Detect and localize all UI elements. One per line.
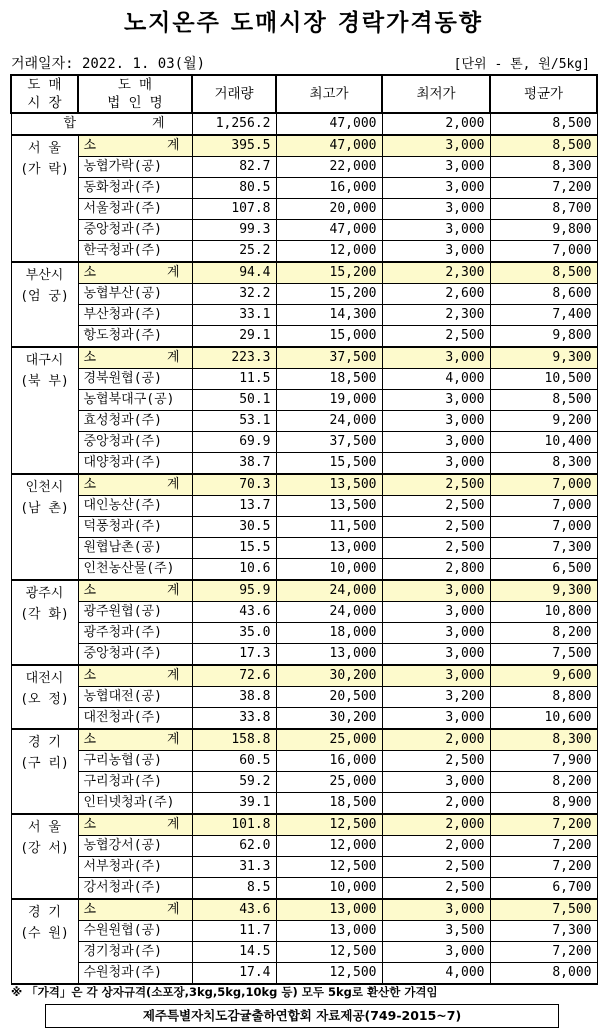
cell-volume: 101.8 (192, 814, 276, 836)
corp-name: 한국청과(주) (78, 241, 192, 263)
total-min: 2,000 (382, 113, 490, 135)
market-name-line: (강 서) (20, 841, 69, 856)
cell-avg: 9,600 (490, 665, 597, 687)
cell-volume: 82.7 (192, 157, 276, 178)
cell-avg: 10,600 (490, 708, 597, 730)
cell-min: 2,000 (382, 793, 490, 815)
table-row (11, 284, 597, 305)
cell-min: 3,000 (382, 411, 490, 432)
cell-avg: 7,300 (490, 921, 597, 942)
cell-max: 15,000 (276, 326, 382, 348)
cell-max: 20,500 (276, 687, 382, 708)
cell-avg: 8,300 (490, 729, 597, 751)
subtotal-label: 소 계 (78, 580, 192, 602)
cell-max: 12,000 (276, 241, 382, 263)
corp-name: 부산청과(주) (78, 305, 192, 326)
market-name-line: (구 리) (20, 756, 69, 771)
cell-avg: 8,000 (490, 963, 597, 985)
table-row (11, 921, 597, 942)
cell-volume: 53.1 (192, 411, 276, 432)
table-row (11, 878, 597, 900)
cell-volume: 70.3 (192, 474, 276, 496)
table-row (11, 199, 597, 220)
total-label-b: 계 (151, 116, 165, 131)
corp-name: 수원청과(주) (78, 963, 192, 985)
cell-avg: 6,700 (490, 878, 597, 900)
cell-min: 3,000 (382, 220, 490, 241)
corp-name: 구리청과(주) (78, 772, 192, 793)
cell-min: 2,000 (382, 814, 490, 836)
market-name-line: 서 울 (28, 820, 61, 835)
cell-max: 13,000 (276, 899, 382, 921)
corp-name: 농협대전(공) (78, 687, 192, 708)
header-max: 최고가 (276, 75, 382, 113)
table-row (11, 644, 597, 666)
table-row (11, 326, 597, 348)
cell-min: 3,000 (382, 241, 490, 263)
corp-name: 대양청과(주) (78, 453, 192, 475)
table-row (11, 369, 597, 390)
corp-name: 대인농산(주) (78, 496, 192, 517)
cell-max: 15,200 (276, 262, 382, 284)
cell-min: 3,000 (382, 580, 490, 602)
market-name (11, 729, 78, 814)
market-name (11, 474, 78, 580)
market-name-line: (남 촌) (20, 501, 69, 516)
cell-avg: 9,800 (490, 326, 597, 348)
cell-max: 25,000 (276, 772, 382, 793)
corp-name: 서울청과(주) (78, 199, 192, 220)
cell-volume: 35.0 (192, 623, 276, 644)
total-label (11, 113, 192, 135)
table-row (11, 178, 597, 199)
subtotal-row (11, 135, 597, 157)
cell-max: 13,500 (276, 496, 382, 517)
cell-min: 3,000 (382, 899, 490, 921)
cell-max: 13,500 (276, 474, 382, 496)
subtotal-row (11, 814, 597, 836)
corp-name: 광주청과(주) (78, 623, 192, 644)
corp-name: 인터넷청과(주) (78, 793, 192, 815)
cell-volume: 62.0 (192, 836, 276, 857)
cell-min: 3,000 (382, 602, 490, 623)
subtotal-label: 소 계 (78, 474, 192, 496)
cell-min: 3,200 (382, 687, 490, 708)
cell-min: 2,600 (382, 284, 490, 305)
cell-max: 10,000 (276, 878, 382, 900)
cell-volume: 10.6 (192, 559, 276, 581)
table-row (11, 220, 597, 241)
cell-volume: 15.5 (192, 538, 276, 559)
cell-min: 3,000 (382, 708, 490, 730)
header-volume: 거래량 (192, 75, 276, 113)
corp-name: 수원원협(공) (78, 921, 192, 942)
corp-name: 농협부산(공) (78, 284, 192, 305)
table-row (11, 453, 597, 475)
cell-avg: 7,200 (490, 942, 597, 963)
market-name (11, 580, 78, 665)
cell-volume: 33.1 (192, 305, 276, 326)
table-header-row (11, 75, 597, 113)
corp-name: 중앙청과(주) (78, 644, 192, 666)
cell-avg: 7,000 (490, 474, 597, 496)
cell-avg: 6,500 (490, 559, 597, 581)
cell-avg: 7,500 (490, 644, 597, 666)
cell-volume: 31.3 (192, 857, 276, 878)
cell-avg: 8,500 (490, 390, 597, 411)
corp-name: 항도청과(주) (78, 326, 192, 348)
table-row (11, 942, 597, 963)
cell-min: 3,000 (382, 665, 490, 687)
table-row (11, 793, 597, 815)
subtotal-label: 소 계 (78, 347, 192, 369)
cell-avg: 9,800 (490, 220, 597, 241)
cell-volume: 11.5 (192, 369, 276, 390)
cell-volume: 17.4 (192, 963, 276, 985)
table-row (11, 708, 597, 730)
header-corp: 도 매 법 인 명 (78, 75, 192, 113)
corp-name: 농협북대구(공) (78, 390, 192, 411)
price-table (10, 74, 598, 985)
source-box: 제주특별자치도감귤출하연합회 자료제공(749-2015~7) (45, 1004, 559, 1028)
corp-name: 경북원협(공) (78, 369, 192, 390)
subtotal-row (11, 899, 597, 921)
cell-avg: 10,400 (490, 432, 597, 453)
market-name (11, 135, 78, 262)
table-row (11, 623, 597, 644)
cell-volume: 94.4 (192, 262, 276, 284)
cell-volume: 80.5 (192, 178, 276, 199)
cell-min: 2,500 (382, 878, 490, 900)
cell-avg: 7,000 (490, 496, 597, 517)
table-row (11, 751, 597, 772)
cell-volume: 8.5 (192, 878, 276, 900)
cell-volume: 50.1 (192, 390, 276, 411)
cell-min: 4,000 (382, 369, 490, 390)
cell-volume: 25.2 (192, 241, 276, 263)
corp-name: 효성청과(주) (78, 411, 192, 432)
cell-avg: 8,500 (490, 135, 597, 157)
cell-max: 20,000 (276, 199, 382, 220)
market-name-line: (오 정) (20, 692, 69, 707)
corp-name: 구리농협(공) (78, 751, 192, 772)
cell-avg: 7,200 (490, 178, 597, 199)
subtotal-row (11, 580, 597, 602)
cell-min: 3,000 (382, 347, 490, 369)
cell-avg: 8,500 (490, 262, 597, 284)
cell-volume: 95.9 (192, 580, 276, 602)
cell-volume: 33.8 (192, 708, 276, 730)
table-row (11, 538, 597, 559)
cell-min: 2,000 (382, 729, 490, 751)
cell-max: 16,000 (276, 178, 382, 199)
table-row (11, 241, 597, 263)
cell-min: 2,500 (382, 474, 490, 496)
cell-min: 3,000 (382, 432, 490, 453)
cell-max: 18,500 (276, 369, 382, 390)
market-name-line: 경 기 (28, 735, 61, 750)
cell-max: 30,200 (276, 665, 382, 687)
market-name-line: (북 부) (20, 374, 69, 389)
cell-avg: 10,800 (490, 602, 597, 623)
corp-name: 동화청과(주) (78, 178, 192, 199)
table-row (11, 602, 597, 623)
cell-avg: 8,900 (490, 793, 597, 815)
market-name (11, 347, 78, 474)
cell-volume: 158.8 (192, 729, 276, 751)
cell-volume: 223.3 (192, 347, 276, 369)
table-row (11, 517, 597, 538)
table-row (11, 496, 597, 517)
table-row (11, 157, 597, 178)
market-name-line: 대전시 (25, 671, 64, 686)
cell-volume: 60.5 (192, 751, 276, 772)
market-name-line: 서 울 (28, 141, 61, 156)
corp-name: 서부청과(주) (78, 857, 192, 878)
cell-volume: 69.9 (192, 432, 276, 453)
table-row (11, 687, 597, 708)
cell-max: 13,000 (276, 538, 382, 559)
header-avg: 평균가 (490, 75, 597, 113)
corp-name: 경기청과(주) (78, 942, 192, 963)
corp-name: 농협강서(공) (78, 836, 192, 857)
cell-max: 47,000 (276, 135, 382, 157)
cell-avg: 7,000 (490, 517, 597, 538)
cell-max: 15,200 (276, 284, 382, 305)
cell-max: 13,000 (276, 921, 382, 942)
cell-max: 24,000 (276, 411, 382, 432)
cell-max: 12,000 (276, 836, 382, 857)
subtotal-label: 소 계 (78, 814, 192, 836)
cell-avg: 8,200 (490, 623, 597, 644)
market-name-line: 광주시 (25, 586, 64, 601)
subtotal-label: 소 계 (78, 262, 192, 284)
cell-avg: 9,300 (490, 580, 597, 602)
cell-volume: 39.1 (192, 793, 276, 815)
cell-min: 2,800 (382, 559, 490, 581)
total-label-a: 합 (63, 116, 77, 131)
cell-max: 12,500 (276, 857, 382, 878)
cell-max: 15,500 (276, 453, 382, 475)
subtotal-row (11, 347, 597, 369)
cell-max: 18,000 (276, 623, 382, 644)
corp-name: 중앙청과(주) (78, 220, 192, 241)
cell-avg: 7,500 (490, 899, 597, 921)
footnote: ※ 「가격」은 각 상자규격(소포장,3kg,5kg,10kg 등) 모두 5kg로 환산한 가격임 (11, 985, 438, 999)
cell-min: 3,000 (382, 390, 490, 411)
cell-avg: 7,200 (490, 836, 597, 857)
cell-volume: 107.8 (192, 199, 276, 220)
cell-volume: 17.3 (192, 644, 276, 666)
cell-avg: 9,300 (490, 347, 597, 369)
trade-date: 거래일자: 2022. 1. 03(월) (11, 56, 206, 72)
cell-volume: 14.5 (192, 942, 276, 963)
cell-avg: 8,300 (490, 157, 597, 178)
cell-volume: 43.6 (192, 899, 276, 921)
subtotal-label: 소 계 (78, 135, 192, 157)
cell-volume: 395.5 (192, 135, 276, 157)
market-name-line: (가 락) (20, 162, 69, 177)
cell-volume: 30.5 (192, 517, 276, 538)
cell-volume: 29.1 (192, 326, 276, 348)
cell-max: 24,000 (276, 580, 382, 602)
cell-min: 2,300 (382, 305, 490, 326)
cell-max: 30,200 (276, 708, 382, 730)
corp-name: 대전청과(주) (78, 708, 192, 730)
total-volume: 1,256.2 (192, 113, 276, 135)
cell-volume: 59.2 (192, 772, 276, 793)
cell-volume: 11.7 (192, 921, 276, 942)
cell-max: 14,300 (276, 305, 382, 326)
cell-max: 22,000 (276, 157, 382, 178)
cell-max: 13,000 (276, 644, 382, 666)
subtotal-row (11, 729, 597, 751)
cell-max: 10,000 (276, 559, 382, 581)
cell-avg: 8,300 (490, 453, 597, 475)
cell-avg: 10,500 (490, 369, 597, 390)
corp-name: 덕풍청과(주) (78, 517, 192, 538)
subtotal-row (11, 665, 597, 687)
table-row (11, 432, 597, 453)
cell-avg: 7,300 (490, 538, 597, 559)
subtotal-label: 소 계 (78, 729, 192, 751)
cell-avg: 9,200 (490, 411, 597, 432)
cell-min: 3,000 (382, 199, 490, 220)
subtotal-row (11, 474, 597, 496)
market-name-line: 경 기 (28, 905, 61, 920)
subtotal-row (11, 262, 597, 284)
cell-min: 3,000 (382, 453, 490, 475)
cell-avg: 8,600 (490, 284, 597, 305)
market-name (11, 899, 78, 984)
market-name-line: (각 화) (20, 607, 69, 622)
market-name-line: 인천시 (25, 480, 64, 495)
cell-volume: 43.6 (192, 602, 276, 623)
corp-name: 광주원협(공) (78, 602, 192, 623)
cell-min: 4,000 (382, 963, 490, 985)
cell-min: 3,000 (382, 644, 490, 666)
table-row (11, 411, 597, 432)
cell-max: 47,000 (276, 220, 382, 241)
corp-name: 강서청과(주) (78, 878, 192, 900)
cell-max: 12,500 (276, 814, 382, 836)
table-row (11, 559, 597, 581)
unit-note: [단위 - 톤, 원/5kg] (453, 57, 590, 72)
cell-avg: 8,700 (490, 199, 597, 220)
cell-min: 2,500 (382, 517, 490, 538)
cell-max: 37,500 (276, 347, 382, 369)
cell-max: 12,500 (276, 963, 382, 985)
market-name-line: 대구시 (25, 353, 64, 368)
cell-volume: 32.2 (192, 284, 276, 305)
subtotal-label: 소 계 (78, 899, 192, 921)
cell-avg: 8,200 (490, 772, 597, 793)
cell-volume: 13.7 (192, 496, 276, 517)
cell-avg: 7,400 (490, 305, 597, 326)
corp-name: 인천농산물(주) (78, 559, 192, 581)
market-name-line: (수 원) (20, 926, 69, 941)
cell-min: 3,000 (382, 942, 490, 963)
cell-min: 3,000 (382, 623, 490, 644)
cell-max: 11,500 (276, 517, 382, 538)
table-row (11, 772, 597, 793)
cell-max: 37,500 (276, 432, 382, 453)
market-name (11, 262, 78, 347)
cell-min: 2,000 (382, 836, 490, 857)
table-row (11, 390, 597, 411)
cell-volume: 38.8 (192, 687, 276, 708)
market-name-line: (엄 궁) (20, 289, 69, 304)
cell-min: 2,500 (382, 326, 490, 348)
cell-max: 12,500 (276, 942, 382, 963)
cell-max: 16,000 (276, 751, 382, 772)
cell-volume: 99.3 (192, 220, 276, 241)
total-row (11, 113, 597, 135)
cell-max: 18,500 (276, 793, 382, 815)
cell-min: 3,000 (382, 178, 490, 199)
cell-min: 2,500 (382, 857, 490, 878)
cell-avg: 7,900 (490, 751, 597, 772)
cell-min: 3,000 (382, 135, 490, 157)
cell-min: 2,500 (382, 751, 490, 772)
header-market: 도 매 시 장 (11, 75, 78, 113)
cell-volume: 72.6 (192, 665, 276, 687)
market-name-line: 부산시 (25, 268, 64, 283)
cell-max: 25,000 (276, 729, 382, 751)
cell-volume: 38.7 (192, 453, 276, 475)
table-row (11, 857, 597, 878)
cell-max: 24,000 (276, 602, 382, 623)
cell-avg: 8,800 (490, 687, 597, 708)
cell-min: 2,300 (382, 262, 490, 284)
subtotal-label: 소 계 (78, 665, 192, 687)
corp-name: 중앙청과(주) (78, 432, 192, 453)
header-min: 최저가 (382, 75, 490, 113)
cell-avg: 7,200 (490, 857, 597, 878)
cell-min: 3,000 (382, 157, 490, 178)
total-avg: 8,500 (490, 113, 597, 135)
market-name (11, 665, 78, 729)
corp-name: 원협남촌(공) (78, 538, 192, 559)
market-name (11, 814, 78, 899)
table-row (11, 305, 597, 326)
page-title: 노지온주 도매시장 경락가격동향 (123, 10, 484, 36)
table-row (11, 836, 597, 857)
cell-max: 19,000 (276, 390, 382, 411)
cell-min: 3,500 (382, 921, 490, 942)
cell-min: 3,000 (382, 772, 490, 793)
cell-avg: 7,200 (490, 814, 597, 836)
total-max: 47,000 (276, 113, 382, 135)
table-row (11, 963, 597, 985)
cell-min: 2,500 (382, 538, 490, 559)
cell-avg: 7,000 (490, 241, 597, 263)
cell-min: 2,500 (382, 496, 490, 517)
corp-name: 농협가락(공) (78, 157, 192, 178)
